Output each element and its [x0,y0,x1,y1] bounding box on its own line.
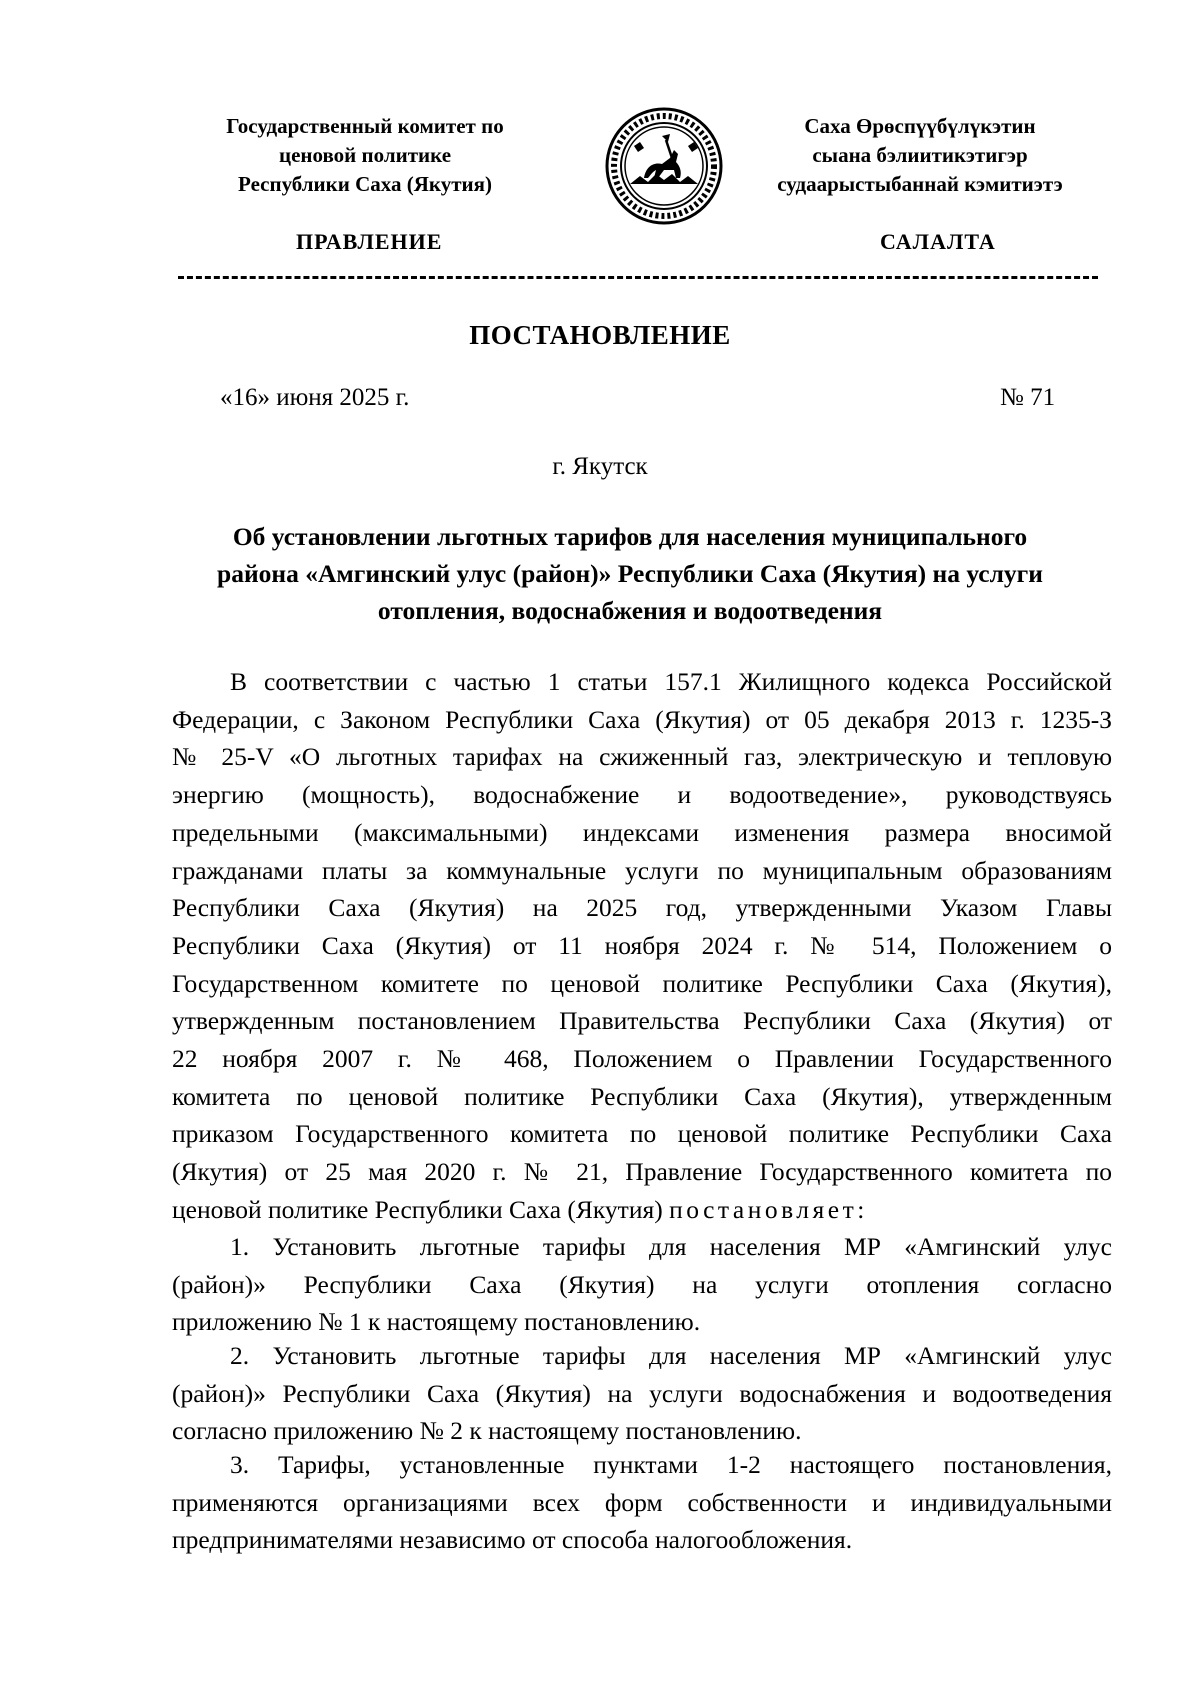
resolves-word: постановляет: [669,1194,868,1224]
preamble-line: Государственном комитете по ценовой политике Республики Саха (Якутия), [172,968,1112,998]
preamble-line: энергию (мощность), водоснабжение и водоотведение», руководствуясь [172,780,1112,810]
item-3-line: применяются организациями всех форм собственности и индивидуальными [172,1487,1112,1517]
document-number: № 71 [1000,384,1056,411]
preamble-line: Республики Саха (Якутия) на 2025 год, утвержденными Указом Главы [172,893,1112,923]
header-divider [178,276,1098,279]
header-right-line: судаарыстыбаннай кэмитиэтэ [777,172,1063,196]
preamble-line: утвержденным постановлением Правительства Республики Саха (Якутия) от [172,1006,1112,1036]
subject-line: Об установлении льготных тарифов для населения муниципального [232,522,1028,551]
item-1-line: приложению № 1 к настоящему постановлению. [172,1307,701,1337]
header-left-sub: ПРАВЛЕНИЕ [296,229,443,254]
preamble-line: (Якутия) от 25 мая 2020 г. № 21, Правление Государственного комитета по [172,1157,1112,1187]
preamble-line: Республики Саха (Якутия) от 11 ноября 2024 г. № 514, Положением о [172,930,1112,960]
header-right [750,112,1090,199]
preamble-last-line [172,1191,1112,1229]
document-subject [150,518,1110,629]
item-1 [172,1228,1112,1341]
subject-line: района «Амгинский улус (район)» Республики Саха (Якутия) на услуги [217,559,1043,588]
preamble-last-prefix: ценовой политике Республики Саха (Якутия) [172,1194,670,1224]
header-left [175,112,555,199]
preamble-line: комитета по ценовой политике Республики Саха (Якутия), утвержденным [172,1081,1112,1111]
header-left-line: Республики Саха (Якутия) [238,172,492,196]
preamble-line: гражданами платы за коммунальные услуги по муниципальным образованиям [172,855,1112,885]
item-2 [172,1337,1112,1450]
header-left-line: Государственный комитет по [226,114,504,138]
document-date: «16» июня 2025 г. [220,384,410,411]
item-3 [172,1446,1112,1559]
header-left-line: ценовой политике [278,143,452,167]
item-2-line: согласно приложению № 2 к настоящему постановлению. [172,1416,802,1446]
item-2-line: 2. Установить льготные тарифы для населения МР «Амгинский улус [230,1341,1112,1370]
preamble-line: В соответствии с частью 1 статьи 157.1 Жилищного кодекса Российской [230,667,1112,696]
header-right-line: сыана бэлиитикэтигэр [812,143,1028,167]
document-title: ПОСТАНОВЛЕНИЕ [469,320,731,350]
item-3-line: 3. Тарифы, установленные пунктами 1-2 настоящего постановления, [230,1450,1112,1479]
document-city: г. Якутск [552,453,648,480]
header-right-line: Саха Өрөспүүбүлүкэтин [804,114,1036,138]
preamble-line: приказом Государственного комитета по ценовой политике Республики Саха [172,1119,1112,1149]
preamble-line: 22 ноября 2007 г. № 468, Положением о Правлении Государственного [172,1044,1112,1074]
republic-emblem-icon [604,106,724,226]
item-2-line: (район)» Республики Саха (Якутия) на услуги водоснабжения и водоотведения [172,1378,1112,1408]
preamble-line: предельными (максимальными) индексами изменения размера вносимой [172,817,1112,847]
preamble-line: № 25-V «О льготных тарифах на сжиженный газ, электрическую и тепловую [172,742,1112,772]
item-1-line: (район)» Республики Саха (Якутия) на услуги отопления согласно [172,1269,1112,1299]
preamble-line: Федерации, с Законом Республики Саха (Якутия) от 05 декабря 2013 г. 1235-З [172,704,1112,734]
header-right-sub: САЛАЛТА [880,229,996,254]
subject-line: отопления, водоснабжения и водоотведения [377,596,883,625]
item-3-line: предпринимателями независимо от способа налогообложения. [172,1525,853,1555]
preamble-paragraph [172,663,1112,1229]
item-1-line: 1. Установить льготные тарифы для населения МР «Амгинский улус [230,1232,1112,1261]
